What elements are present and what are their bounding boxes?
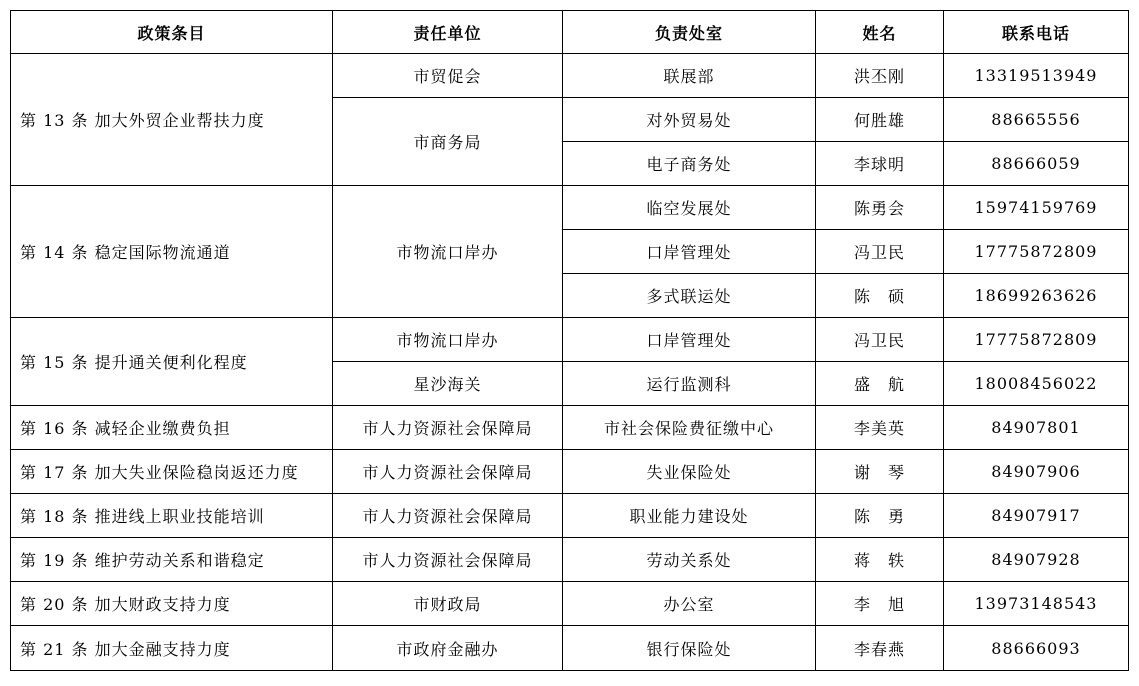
name-cell: 何胜雄 [816,98,944,142]
policy-cell: 第 13 条 加大外贸企业帮扶力度 [11,54,333,186]
table-row [11,582,1129,626]
policy-cell: 第 18 条 推进线上职业技能培训 [11,494,333,538]
unit-cell: 市人力资源社会保障局 [333,406,563,450]
table-row [11,54,1129,98]
unit-cell: 市贸促会 [333,54,563,98]
policy-cell: 第 21 条 加大金融支持力度 [11,626,333,671]
header-dept: 负责处室 [563,11,816,54]
phone-cell: 84907906 [944,450,1129,494]
phone-cell: 18699263626 [944,274,1129,318]
phone-cell: 84907917 [944,494,1129,538]
name-cell: 洪丕刚 [816,54,944,98]
dept-cell: 口岸管理处 [563,318,816,362]
header-policy: 政策条目 [11,11,333,54]
phone-cell: 88666093 [944,626,1129,671]
table-row [11,450,1129,494]
phone-cell: 17775872809 [944,230,1129,274]
name-cell: 冯卫民 [816,230,944,274]
dept-cell: 口岸管理处 [563,230,816,274]
unit-cell: 星沙海关 [333,362,563,406]
dept-cell: 运行监测科 [563,362,816,406]
dept-cell: 联展部 [563,54,816,98]
unit-cell: 市商务局 [333,98,563,186]
phone-cell: 88665556 [944,98,1129,142]
name-cell: 陈勇会 [816,186,944,230]
dept-cell: 临空发展处 [563,186,816,230]
contact-table [10,10,1129,671]
header-unit: 责任单位 [333,11,563,54]
dept-cell: 多式联运处 [563,274,816,318]
name-cell: 李美英 [816,406,944,450]
dept-cell: 办公室 [563,582,816,626]
name-cell: 陈 硕 [816,274,944,318]
table-row [11,538,1129,582]
unit-cell: 市政府金融办 [333,626,563,671]
unit-cell: 市物流口岸办 [333,318,563,362]
table-header-row [11,11,1129,54]
phone-cell: 18008456022 [944,362,1129,406]
header-name: 姓名 [816,11,944,54]
policy-cell: 第 20 条 加大财政支持力度 [11,582,333,626]
dept-cell: 银行保险处 [563,626,816,671]
phone-cell: 84907928 [944,538,1129,582]
table-row [11,318,1129,362]
table-row [11,494,1129,538]
phone-cell: 88666059 [944,142,1129,186]
policy-cell: 第 14 条 稳定国际物流通道 [11,186,333,318]
unit-cell: 市人力资源社会保障局 [333,450,563,494]
phone-cell: 84907801 [944,406,1129,450]
dept-cell: 对外贸易处 [563,98,816,142]
name-cell: 谢 琴 [816,450,944,494]
unit-cell: 市人力资源社会保障局 [333,538,563,582]
name-cell: 冯卫民 [816,318,944,362]
unit-cell: 市物流口岸办 [333,186,563,318]
name-cell: 李球明 [816,142,944,186]
dept-cell: 市社会保险费征缴中心 [563,406,816,450]
name-cell: 李春燕 [816,626,944,671]
phone-cell: 15974159769 [944,186,1129,230]
phone-cell: 13973148543 [944,582,1129,626]
policy-cell: 第 17 条 加大失业保险稳岗返还力度 [11,450,333,494]
unit-cell: 市人力资源社会保障局 [333,494,563,538]
phone-cell: 17775872809 [944,318,1129,362]
unit-cell: 市财政局 [333,582,563,626]
policy-cell: 第 16 条 减轻企业缴费负担 [11,406,333,450]
name-cell: 李 旭 [816,582,944,626]
table-row [11,626,1129,671]
phone-cell: 13319513949 [944,54,1129,98]
dept-cell: 失业保险处 [563,450,816,494]
dept-cell: 职业能力建设处 [563,494,816,538]
name-cell: 陈 勇 [816,494,944,538]
policy-cell: 第 19 条 维护劳动关系和谐稳定 [11,538,333,582]
dept-cell: 劳动关系处 [563,538,816,582]
policy-cell: 第 15 条 提升通关便利化程度 [11,318,333,406]
table-row [11,406,1129,450]
table-row [11,186,1129,230]
dept-cell: 电子商务处 [563,142,816,186]
name-cell: 盛 航 [816,362,944,406]
header-phone: 联系电话 [944,11,1129,54]
name-cell: 蒋 轶 [816,538,944,582]
